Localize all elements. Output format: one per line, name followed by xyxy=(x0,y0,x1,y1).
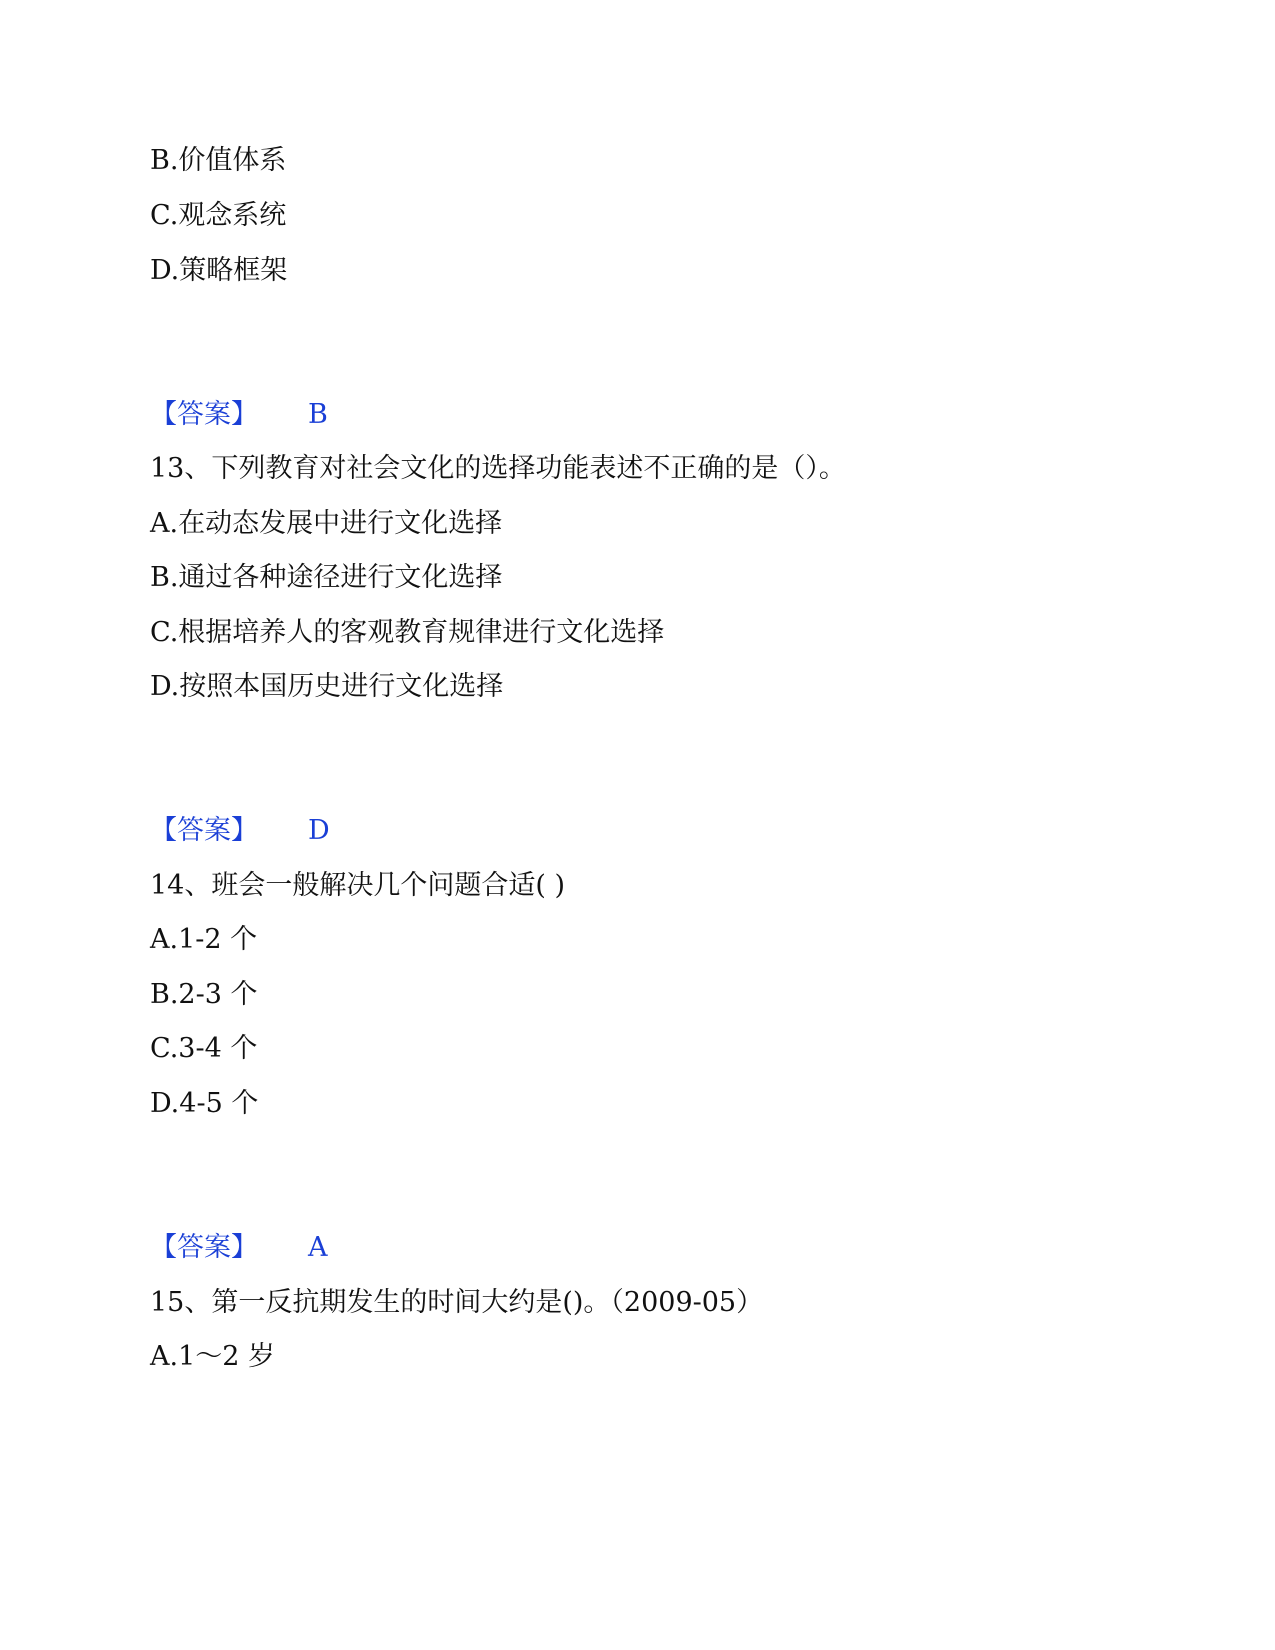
q13-option-c: C.根据培养人的客观教育规律进行文化选择 xyxy=(150,617,665,648)
q15-option-a: A.1～2 岁 xyxy=(150,1341,276,1372)
q15-question: 15、第一反抗期发生的时间大约是()。（2009-05） xyxy=(150,1287,764,1318)
q13-question: 13、下列教育对社会文化的选择功能表述不正确的是（）。 xyxy=(150,453,846,484)
q13-option-d: D.按照本国历史进行文化选择 xyxy=(150,671,504,702)
answer-value: D xyxy=(308,815,330,846)
answer-label: 【答案】 xyxy=(150,815,258,846)
q13-option-a: A.在动态发展中进行文化选择 xyxy=(150,508,503,539)
answer-value: A xyxy=(308,1232,328,1263)
q14-question: 14、班会一般解决几个问题合适( ) xyxy=(150,870,566,901)
q14-option-b: B.2-3 个 xyxy=(150,979,258,1010)
q12-option-d: D.策略框架 xyxy=(150,255,288,286)
q14-answer xyxy=(150,1230,328,1266)
answer-label: 【答案】 xyxy=(150,399,258,430)
q12-option-b: B.价值体系 xyxy=(150,145,287,176)
q13-option-b: B.通过各种途径进行文化选择 xyxy=(150,562,503,593)
answer-label: 【答案】 xyxy=(150,1232,258,1263)
q14-option-d: D.4-5 个 xyxy=(150,1088,259,1119)
q13-answer xyxy=(150,813,330,849)
q14-option-a: A.1-2 个 xyxy=(150,924,258,955)
q14-option-c: C.3-4 个 xyxy=(150,1033,258,1064)
q12-option-c: C.观念系统 xyxy=(150,200,287,231)
q12-answer xyxy=(150,397,328,433)
answer-value: B xyxy=(308,399,328,430)
